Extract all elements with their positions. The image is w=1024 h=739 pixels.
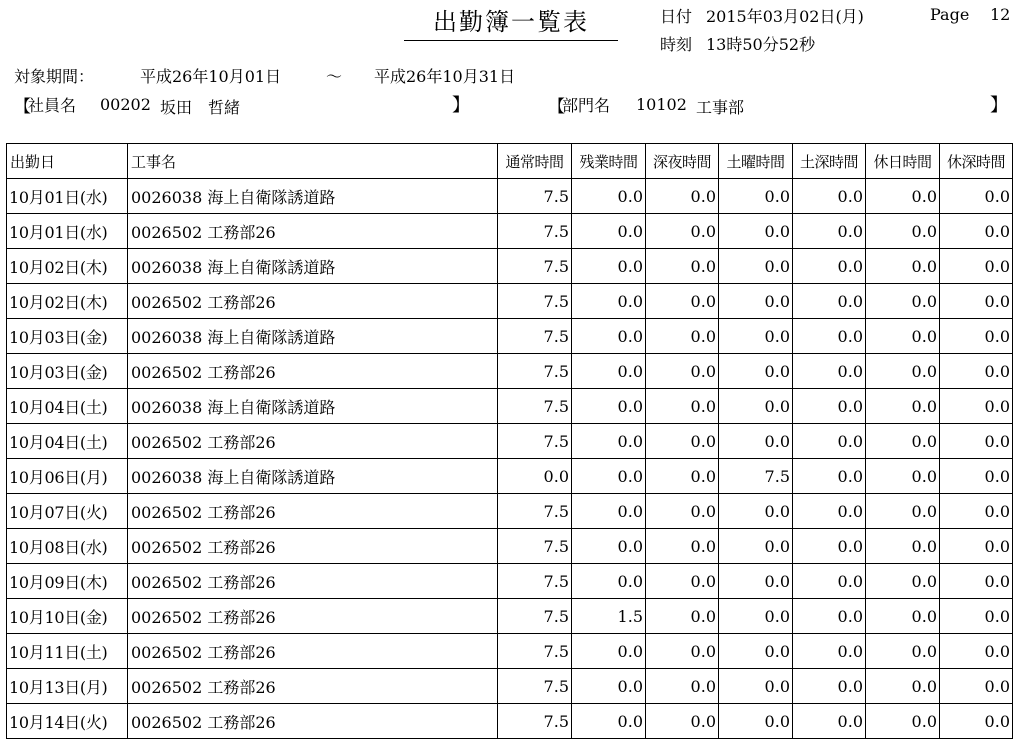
regular-hours-cell: 7.5	[498, 179, 572, 214]
overtime-hours-cell: 0.0	[572, 704, 646, 739]
holiday-hours-cell: 0.0	[866, 634, 940, 669]
project-cell: 0026038 海上自衛隊誘道路	[128, 249, 498, 284]
date-cell: 10月01日(水)	[7, 179, 128, 214]
saturday-night-hours-cell: 0.0	[793, 599, 866, 634]
period-separator: ～	[326, 67, 343, 86]
table-row	[7, 319, 1013, 354]
table-row	[7, 564, 1013, 599]
saturday-night-hours-cell: 0.0	[793, 319, 866, 354]
time-value: 13時50分52秒	[706, 35, 816, 54]
overtime-hours-cell: 0.0	[572, 529, 646, 564]
holiday-night-hours-cell: 0.0	[940, 389, 1013, 424]
saturday-hours-cell: 0.0	[719, 599, 793, 634]
saturday-night-hours-cell: 0.0	[793, 424, 866, 459]
department-open-bracket: 【	[548, 97, 565, 117]
holiday-night-hours-cell: 0.0	[940, 529, 1013, 564]
holiday-night-hours-cell: 0.0	[940, 424, 1013, 459]
department-code: 10102	[636, 95, 687, 114]
saturday-night-hours-cell: 0.0	[793, 284, 866, 319]
holiday-night-hours-cell: 0.0	[940, 284, 1013, 319]
night-hours-cell: 0.0	[646, 389, 719, 424]
column-header-date: 出勤日	[7, 144, 128, 179]
night-hours-cell: 0.0	[646, 494, 719, 529]
saturday-hours-cell: 0.0	[719, 494, 793, 529]
department-name: 工事部	[696, 98, 745, 117]
regular-hours-cell: 7.5	[498, 599, 572, 634]
table-row	[7, 284, 1013, 319]
table-row	[7, 424, 1013, 459]
project-cell: 0026502 工務部26	[128, 424, 498, 459]
saturday-night-hours-cell: 0.0	[793, 494, 866, 529]
date-value: 2015年03月02日(月)	[706, 7, 864, 26]
holiday-hours-cell: 0.0	[866, 669, 940, 704]
night-hours-cell: 0.0	[646, 634, 719, 669]
column-header-night-hours: 深夜時間	[646, 144, 719, 179]
saturday-hours-cell: 7.5	[719, 459, 793, 494]
night-hours-cell: 0.0	[646, 179, 719, 214]
attendance-table	[6, 143, 1013, 739]
saturday-hours-cell: 0.0	[719, 529, 793, 564]
table-row	[7, 634, 1013, 669]
saturday-hours-cell: 0.0	[719, 634, 793, 669]
regular-hours-cell: 7.5	[498, 634, 572, 669]
date-cell: 10月03日(金)	[7, 354, 128, 389]
overtime-hours-cell: 0.0	[572, 564, 646, 599]
regular-hours-cell: 0.0	[498, 459, 572, 494]
holiday-hours-cell: 0.0	[866, 389, 940, 424]
table-row	[7, 214, 1013, 249]
holiday-night-hours-cell: 0.0	[940, 564, 1013, 599]
table-row	[7, 704, 1013, 739]
saturday-night-hours-cell: 0.0	[793, 354, 866, 389]
project-cell: 0026502 工務部26	[128, 634, 498, 669]
project-cell: 0026502 工務部26	[128, 704, 498, 739]
employee-label: 社員名	[28, 96, 77, 115]
project-cell: 0026502 工務部26	[128, 354, 498, 389]
date-cell: 10月02日(木)	[7, 284, 128, 319]
table-row	[7, 529, 1013, 564]
table-row	[7, 494, 1013, 529]
regular-hours-cell: 7.5	[498, 494, 572, 529]
project-cell: 0026038 海上自衛隊誘道路	[128, 319, 498, 354]
holiday-night-hours-cell: 0.0	[940, 214, 1013, 249]
saturday-night-hours-cell: 0.0	[793, 564, 866, 599]
night-hours-cell: 0.0	[646, 214, 719, 249]
saturday-night-hours-cell: 0.0	[793, 214, 866, 249]
saturday-hours-cell: 0.0	[719, 564, 793, 599]
saturday-hours-cell: 0.0	[719, 424, 793, 459]
date-cell: 10月11日(土)	[7, 634, 128, 669]
saturday-night-hours-cell: 0.0	[793, 179, 866, 214]
date-cell: 10月09日(木)	[7, 564, 128, 599]
overtime-hours-cell: 1.5	[572, 599, 646, 634]
saturday-night-hours-cell: 0.0	[793, 529, 866, 564]
overtime-hours-cell: 0.0	[572, 669, 646, 704]
date-cell: 10月06日(月)	[7, 459, 128, 494]
holiday-night-hours-cell: 0.0	[940, 599, 1013, 634]
saturday-hours-cell: 0.0	[719, 389, 793, 424]
date-cell: 10月04日(土)	[7, 424, 128, 459]
saturday-night-hours-cell: 0.0	[793, 669, 866, 704]
column-header-saturday-hours: 土曜時間	[719, 144, 793, 179]
column-header-project: 工事名	[128, 144, 498, 179]
page-number: 12	[990, 5, 1011, 24]
holiday-hours-cell: 0.0	[866, 704, 940, 739]
date-cell: 10月07日(火)	[7, 494, 128, 529]
night-hours-cell: 0.0	[646, 564, 719, 599]
column-header-holiday-hours: 休日時間	[866, 144, 940, 179]
regular-hours-cell: 7.5	[498, 704, 572, 739]
date-cell: 10月10日(金)	[7, 599, 128, 634]
holiday-hours-cell: 0.0	[866, 249, 940, 284]
employee-name: 坂田 哲緒	[160, 98, 241, 117]
project-cell: 0026038 海上自衛隊誘道路	[128, 459, 498, 494]
night-hours-cell: 0.0	[646, 354, 719, 389]
project-cell: 0026502 工務部26	[128, 214, 498, 249]
table-row	[7, 389, 1013, 424]
column-header-regular-hours: 通常時間	[498, 144, 572, 179]
project-cell: 0026502 工務部26	[128, 529, 498, 564]
overtime-hours-cell: 0.0	[572, 179, 646, 214]
saturday-night-hours-cell: 0.0	[793, 459, 866, 494]
regular-hours-cell: 7.5	[498, 319, 572, 354]
overtime-hours-cell: 0.0	[572, 459, 646, 494]
regular-hours-cell: 7.5	[498, 669, 572, 704]
holiday-night-hours-cell: 0.0	[940, 319, 1013, 354]
night-hours-cell: 0.0	[646, 249, 719, 284]
project-cell: 0026502 工務部26	[128, 494, 498, 529]
overtime-hours-cell: 0.0	[572, 284, 646, 319]
holiday-night-hours-cell: 0.0	[940, 494, 1013, 529]
table-row	[7, 354, 1013, 389]
regular-hours-cell: 7.5	[498, 214, 572, 249]
saturday-night-hours-cell: 0.0	[793, 634, 866, 669]
title-underline	[404, 40, 618, 41]
night-hours-cell: 0.0	[646, 529, 719, 564]
employee-open-bracket: 【	[14, 97, 31, 117]
night-hours-cell: 0.0	[646, 319, 719, 354]
project-cell: 0026502 工務部26	[128, 669, 498, 704]
period-start: 平成26年10月01日	[140, 67, 282, 86]
saturday-night-hours-cell: 0.0	[793, 704, 866, 739]
date-cell: 10月01日(水)	[7, 214, 128, 249]
saturday-hours-cell: 0.0	[719, 179, 793, 214]
date-cell: 10月04日(土)	[7, 389, 128, 424]
date-cell: 10月14日(火)	[7, 704, 128, 739]
saturday-hours-cell: 0.0	[719, 214, 793, 249]
saturday-hours-cell: 0.0	[719, 284, 793, 319]
department-label: 部門名	[562, 96, 611, 115]
overtime-hours-cell: 0.0	[572, 389, 646, 424]
regular-hours-cell: 7.5	[498, 564, 572, 599]
table-row	[7, 669, 1013, 704]
holiday-hours-cell: 0.0	[866, 319, 940, 354]
date-cell: 10月02日(木)	[7, 249, 128, 284]
table-row	[7, 179, 1013, 214]
table-row	[7, 599, 1013, 634]
overtime-hours-cell: 0.0	[572, 319, 646, 354]
overtime-hours-cell: 0.0	[572, 494, 646, 529]
time-label: 時刻	[660, 35, 693, 54]
date-cell: 10月03日(金)	[7, 319, 128, 354]
night-hours-cell: 0.0	[646, 599, 719, 634]
saturday-hours-cell: 0.0	[719, 319, 793, 354]
overtime-hours-cell: 0.0	[572, 214, 646, 249]
night-hours-cell: 0.0	[646, 284, 719, 319]
night-hours-cell: 0.0	[646, 669, 719, 704]
project-cell: 0026502 工務部26	[128, 284, 498, 319]
holiday-hours-cell: 0.0	[866, 459, 940, 494]
saturday-hours-cell: 0.0	[719, 354, 793, 389]
holiday-night-hours-cell: 0.0	[940, 459, 1013, 494]
regular-hours-cell: 7.5	[498, 529, 572, 564]
page-label: Page	[930, 5, 970, 24]
column-header-overtime-hours: 残業時間	[572, 144, 646, 179]
holiday-hours-cell: 0.0	[866, 354, 940, 389]
saturday-night-hours-cell: 0.0	[793, 249, 866, 284]
regular-hours-cell: 7.5	[498, 249, 572, 284]
project-cell: 0026502 工務部26	[128, 599, 498, 634]
holiday-night-hours-cell: 0.0	[940, 704, 1013, 739]
employee-code: 00202	[100, 95, 151, 114]
overtime-hours-cell: 0.0	[572, 634, 646, 669]
holiday-night-hours-cell: 0.0	[940, 249, 1013, 284]
column-header-holiday-night-hours: 休深時間	[940, 144, 1013, 179]
date-cell: 10月08日(水)	[7, 529, 128, 564]
holiday-hours-cell: 0.0	[866, 494, 940, 529]
overtime-hours-cell: 0.0	[572, 424, 646, 459]
overtime-hours-cell: 0.0	[572, 249, 646, 284]
saturday-night-hours-cell: 0.0	[793, 389, 866, 424]
holiday-hours-cell: 0.0	[866, 214, 940, 249]
overtime-hours-cell: 0.0	[572, 354, 646, 389]
night-hours-cell: 0.0	[646, 424, 719, 459]
regular-hours-cell: 7.5	[498, 284, 572, 319]
date-cell: 10月13日(月)	[7, 669, 128, 704]
table-row	[7, 249, 1013, 284]
night-hours-cell: 0.0	[646, 704, 719, 739]
table-body	[7, 179, 1013, 739]
period-label: 対象期間：	[14, 67, 95, 86]
night-hours-cell: 0.0	[646, 459, 719, 494]
department-close-bracket: 】	[990, 95, 1008, 116]
saturday-hours-cell: 0.0	[719, 249, 793, 284]
date-label: 日付	[660, 7, 693, 26]
period-end: 平成26年10月31日	[374, 67, 516, 86]
holiday-night-hours-cell: 0.0	[940, 179, 1013, 214]
regular-hours-cell: 7.5	[498, 354, 572, 389]
column-header-saturday-night-hours: 土深時間	[793, 144, 866, 179]
holiday-night-hours-cell: 0.0	[940, 634, 1013, 669]
holiday-hours-cell: 0.0	[866, 564, 940, 599]
saturday-hours-cell: 0.0	[719, 704, 793, 739]
project-cell: 0026038 海上自衛隊誘道路	[128, 179, 498, 214]
holiday-hours-cell: 0.0	[866, 424, 940, 459]
table-row	[7, 459, 1013, 494]
holiday-night-hours-cell: 0.0	[940, 354, 1013, 389]
employee-close-bracket: 】	[452, 95, 470, 116]
saturday-hours-cell: 0.0	[719, 669, 793, 704]
holiday-night-hours-cell: 0.0	[940, 669, 1013, 704]
regular-hours-cell: 7.5	[498, 389, 572, 424]
project-cell: 0026038 海上自衛隊誘道路	[128, 389, 498, 424]
holiday-hours-cell: 0.0	[866, 179, 940, 214]
holiday-hours-cell: 0.0	[866, 529, 940, 564]
table-header-row	[7, 144, 1013, 179]
report-title: 出勤簿一覧表	[433, 8, 589, 36]
regular-hours-cell: 7.5	[498, 424, 572, 459]
holiday-hours-cell: 0.0	[866, 599, 940, 634]
project-cell: 0026502 工務部26	[128, 564, 498, 599]
holiday-hours-cell: 0.0	[866, 284, 940, 319]
